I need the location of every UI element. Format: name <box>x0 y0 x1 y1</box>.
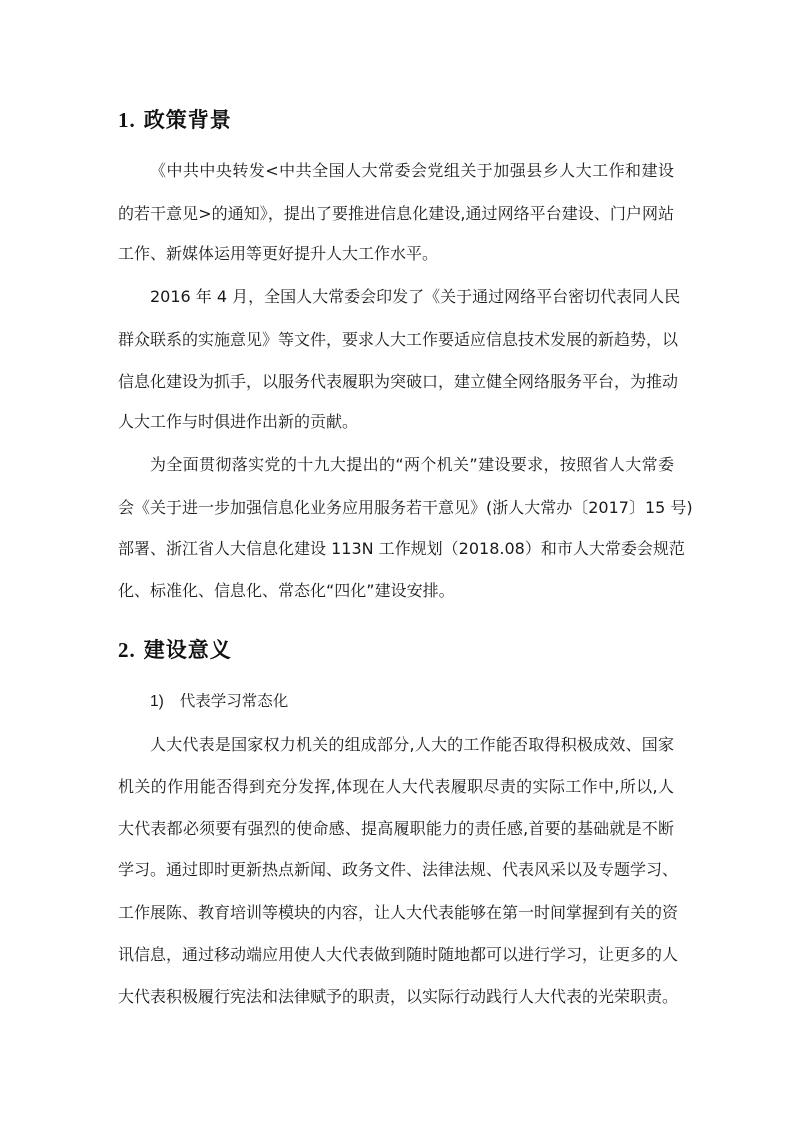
paragraph-line: 部署、浙江省人大信息化建设 113N 工作规划（2018.08）和市人大常委会规范 <box>118 539 685 558</box>
section-2-heading <box>118 634 232 664</box>
section-2-title: 建设意义 <box>143 638 232 662</box>
section-1-heading <box>118 104 232 134</box>
paragraph-line: 大代表都必须要有强烈的使命感、提高履职能力的责任感,首要的基础就是不断 <box>118 819 674 838</box>
paragraph-line: 讯信息，通过移动端应用使人大代表做到随时随地都可以进行学习，让更多的人 <box>118 945 679 964</box>
paragraph-line: 工作展陈、教育培训等模块的内容，让人大代表能够在第一时间掌握到有关的资 <box>118 903 679 922</box>
paragraph-line: 信息化建设为抓手，以服务代表履职为突破口，建立健全网络服务平台，为推动 <box>118 372 679 391</box>
section-1-number: 1. <box>118 108 136 132</box>
paragraph-line: 学习。通过即时更新热点新闻、政务文件、法律法规、代表风采以及专题学习、 <box>118 860 679 879</box>
paragraph-line: 大代表积极履行宪法和法律赋予的职责，以实际行动践行人大代表的光荣职责。 <box>118 987 679 1006</box>
paragraph-line: 《中共中央转发<中共全国人大常委会党组关于加强县乡人大工作和建设 <box>150 161 674 180</box>
paragraph-line: 化、标准化、信息化、常态化“四化”建设安排。 <box>118 581 455 600</box>
section-2-number: 2. <box>118 638 136 662</box>
paragraph-line: 会《关于进一步加强信息化业务应用服务若干意见》(浙人大常办〔2017〕15 号) <box>118 498 693 517</box>
section-1-title: 政策背景 <box>143 108 232 132</box>
paragraph-line: 人大代表是国家权力机关的组成部分,人大的工作能否取得积极成效、国家 <box>150 735 674 754</box>
paragraph-line: 人大工作与时俱进作出新的贡献。 <box>118 412 359 431</box>
paragraph-line: 2016 年 4 月，全国人大常委会印发了《关于通过网络平台密切代表同人民 <box>150 287 681 306</box>
subsection-title: 代表学习常态化 <box>179 692 289 710</box>
paragraph-line: 工作、新媒体运用等更好提升人大工作水平。 <box>118 244 439 263</box>
paragraph-line: 群众联系的实施意见》等文件，要求人大工作要适应信息技术发展的新趋势，以 <box>118 330 679 349</box>
paragraph-line: 的若干意见>的通知》，提出了要推进信息化建设,通过网络平台建设、门户网站 <box>118 204 674 223</box>
paragraph-line: 为全面贯彻落实党的十九大提出的“两个机关”建设要求，按照省人大常委 <box>150 455 674 474</box>
paragraph-line: 机关的作用能否得到充分发挥,体现在人大代表履职尽责的实际工作中,所以,人 <box>118 777 674 796</box>
subsection-heading <box>150 689 288 711</box>
subsection-number: 1) <box>150 693 164 710</box>
